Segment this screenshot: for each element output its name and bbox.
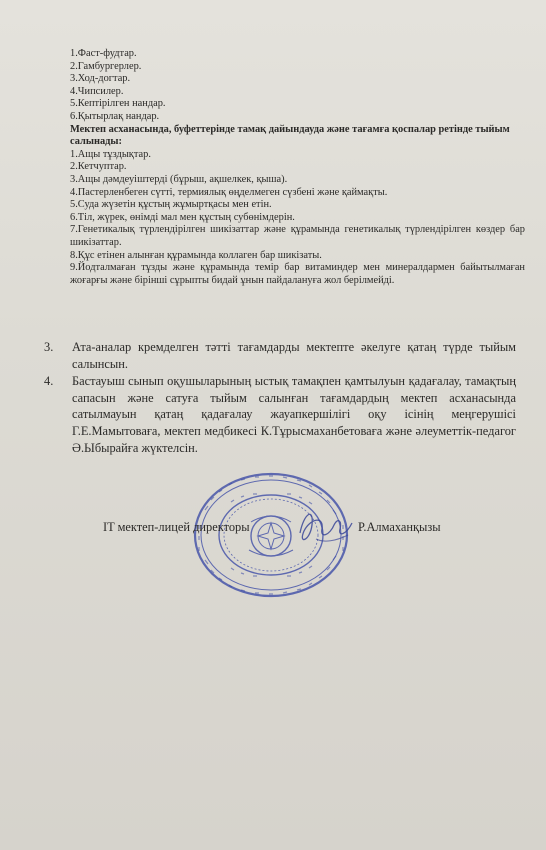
list-item: 2.Гамбургерлер. bbox=[70, 60, 142, 72]
signature-icon bbox=[290, 495, 360, 555]
item-text: Бастауыш сынып оқушыларының ыстық тамақпен қамтылуын қадағалау, тамақтың сапасын және сатуға тыйым салынған тағамдардың мектеп асханасында сатылмауын қатаң қадағалау жауапкершілігі оқу ісінің меңгерушісі Г.Е.Мамытоваға, мектеп медбикесі К.Тұрысмаханбетоваға және әлеуметтік-педагог Ә.Ыбырайға жүктелсін. bbox=[72, 374, 516, 455]
prohibited-items-block bbox=[70, 48, 525, 287]
list-item: 5.Суда жүзетін құстың жұмыртқасы мен етін. bbox=[70, 199, 272, 211]
order-item bbox=[44, 373, 516, 456]
director-title: IT мектеп-лицей директоры bbox=[103, 520, 250, 534]
list-item: 1.Фаст-фудтар. bbox=[70, 48, 137, 59]
order-item bbox=[44, 339, 516, 372]
list-item: 7.Генетикалық түрлендірілген шикізаттар және құрамында генетикалық түрлендірілген көздер бар шикізаттар. bbox=[70, 224, 525, 248]
item-text: Ата-аналар кремделген тәтті тағамдарды мектепте әкелуге қатаң түрде тыйым салынсын. bbox=[72, 340, 516, 371]
order-items-block bbox=[44, 339, 516, 457]
director-name: Р.Алмаханқызы bbox=[358, 520, 441, 534]
item-number: 3. bbox=[44, 340, 54, 354]
section-heading: Мектеп асханасында, буфеттерінде тамақ дайындауда және тағамға қоспалар ретінде тыйым салынады: bbox=[70, 123, 510, 148]
list-item: 4.Чипсилер. bbox=[70, 85, 124, 97]
item-number: 4. bbox=[44, 374, 54, 389]
list-item: 3.Ход-догтар. bbox=[70, 73, 131, 85]
list-item: 4.Пастерленбеген сүтті, термиялық өңделмеген сүзбені және қаймақты. bbox=[70, 186, 388, 198]
list-item: 9.Йодталмаған тұзды және құрамында темір бар витаминдер мен минералдармен байытылмаған жоғарғы және бірінші сұрыпты бидай ұнын пайдалануға жол берілмейді. bbox=[70, 262, 525, 286]
list-item: 1.Ащы тұздықтар. bbox=[70, 148, 151, 160]
list-item: 2.Кетчуптар. bbox=[70, 161, 127, 173]
list-item: 5.Кептірілген нандар. bbox=[70, 98, 166, 110]
list-item: 3.Ащы дәмдеуіштерді (бұрыш, ақшелкек, қыша). bbox=[70, 173, 288, 185]
list-item: 6.Тіл, жүрек, өнімді мал мен құстың субөнімдерін. bbox=[70, 211, 295, 223]
list-item: 8.Құс етінен алынған құрамында коллаген бар шикізаты. bbox=[70, 249, 322, 261]
list-item: 6.Қытырлақ нандар. bbox=[70, 110, 160, 122]
